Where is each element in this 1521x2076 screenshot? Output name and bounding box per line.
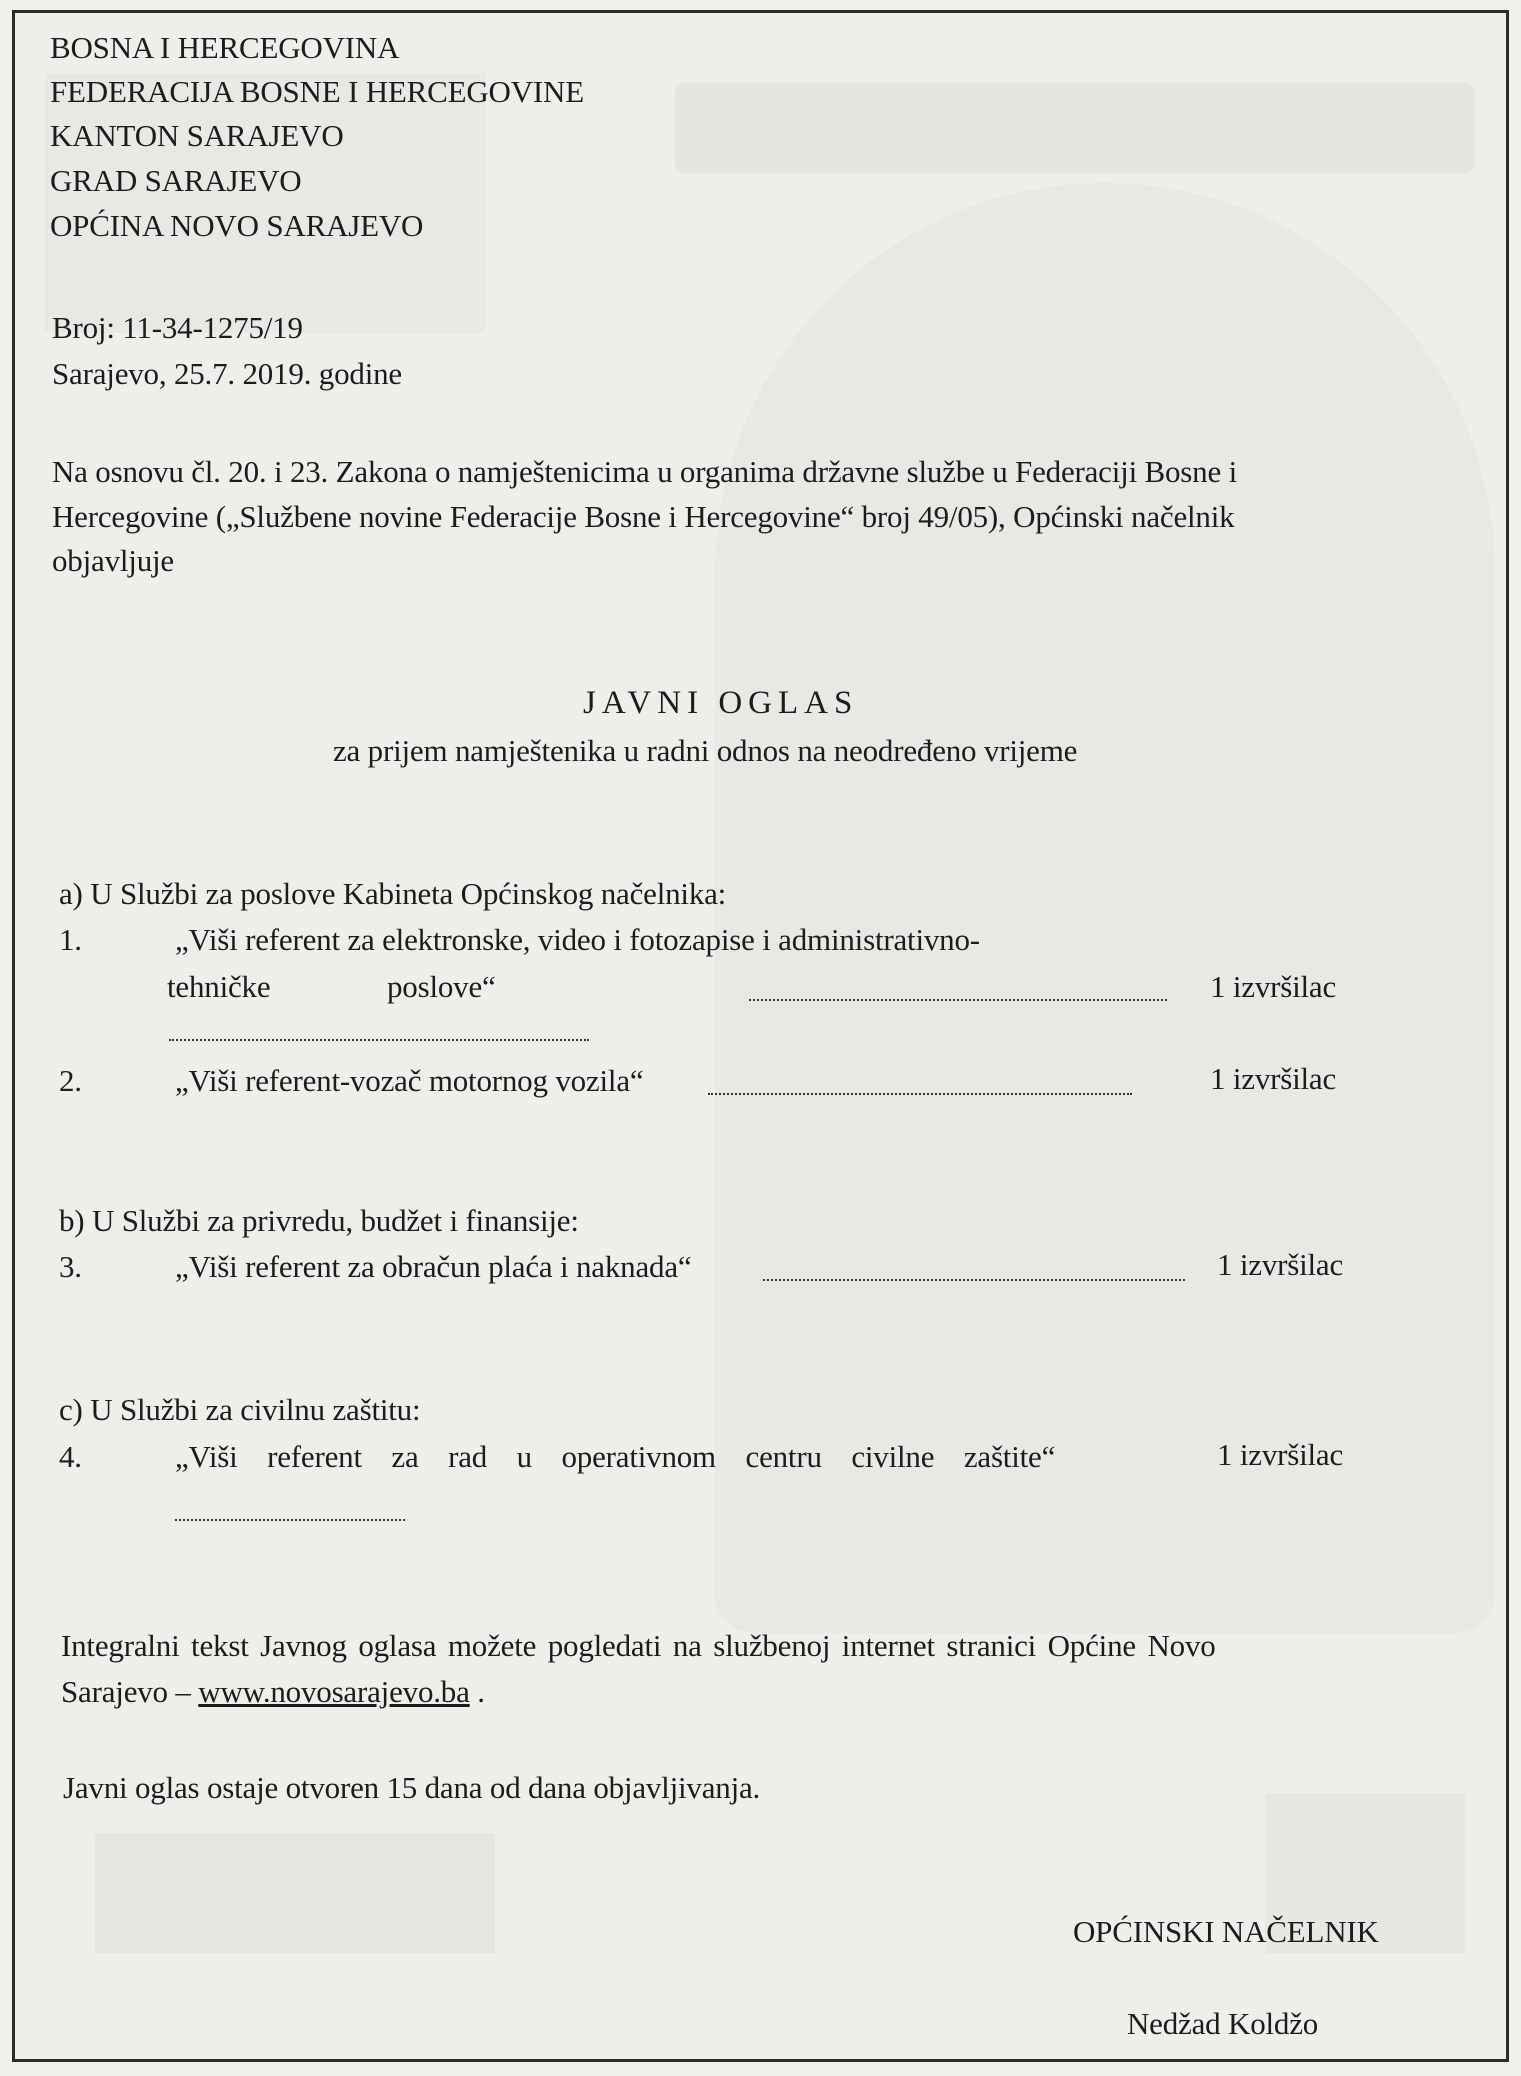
section-b-heading: b) U Službi za privredu, budžet i finansije:: [59, 1203, 579, 1238]
intro-line-1: Na osnovu čl. 20. i 23. Zakona o namještenicima u organima državne službe u Federaciji Bosne i: [52, 454, 1237, 489]
dotted-leader: [708, 1093, 1132, 1095]
item-title: „Viši referent-vozač motornog vozila“: [175, 1063, 644, 1098]
header-line-municipality: OPĆINA NOVO SARAJEVO: [50, 208, 424, 243]
item-title-line-1: „Viši referent za elektronske, video i fotozapise i administrativno-: [175, 922, 980, 957]
bleed-through-shape: [95, 1833, 495, 1953]
item-count: 1 izvršilac: [1217, 1247, 1344, 1282]
section-c-heading: c) U Službi za civilnu zaštitu:: [59, 1392, 421, 1427]
signature-role: OPĆINSKI NAČELNIK: [1073, 1914, 1379, 1949]
section-a-heading: a) U Službi za poslove Kabineta Općinskog načelnika:: [59, 876, 727, 911]
item-count: 1 izvršilac: [1217, 1437, 1344, 1472]
item-title: „Viši referent za obračun plaća i naknada“: [175, 1249, 692, 1284]
intro-line-2: Hercegovine („Službene novine Federacije Bosne i Hercegovine“ broj 49/05), Općinski načelnik: [52, 499, 1235, 534]
item-title-line-2b: poslove“: [387, 969, 496, 1004]
item-title: „Viši referent za rad u operativnom centru civilne zaštite“: [175, 1439, 1056, 1474]
footer-line-2: [61, 1671, 485, 1712]
item-count: 1 izvršilac: [1210, 1061, 1337, 1096]
footer-line-2-prefix: Sarajevo –: [61, 1674, 199, 1709]
reference-date: Sarajevo, 25.7. 2019. godine: [52, 356, 402, 391]
reference-number: Broj: 11-34-1275/19: [52, 310, 303, 345]
header-line-city: GRAD SARAJEVO: [50, 163, 302, 198]
bleed-through-shape: [45, 73, 485, 333]
dotted-leader: [749, 999, 1167, 1001]
intro-line-3: objavljuje: [52, 543, 174, 578]
item-number: 1.: [59, 922, 82, 957]
bleed-through-shape: [715, 183, 1495, 1633]
website-link[interactable]: www.novosarajevo.ba: [198, 1674, 470, 1709]
bleed-through-shape: [675, 83, 1475, 173]
notice-subtitle: za prijem namještenika u radni odnos na neodređeno vrijeme: [333, 733, 1078, 768]
notice-title: JAVNI OGLAS: [583, 685, 859, 721]
item-number: 2.: [59, 1063, 82, 1098]
header-line-federation: FEDERACIJA BOSNE I HERCEGOVINE: [50, 74, 584, 109]
header-line-country: BOSNA I HERCEGOVINA: [50, 30, 400, 65]
item-number: 4.: [59, 1439, 82, 1474]
dotted-leader: [175, 1519, 405, 1521]
dotted-leader: [169, 1039, 589, 1041]
item-count: 1 izvršilac: [1210, 969, 1337, 1004]
dotted-leader: [763, 1279, 1185, 1281]
item-title-line-2a: tehničke: [167, 969, 271, 1004]
notice-frame: [12, 10, 1509, 2062]
open-period-text: Javni oglas ostaje otvoren 15 dana od dana objavljivanja.: [63, 1770, 761, 1805]
header-line-canton: KANTON SARAJEVO: [50, 118, 344, 153]
footer-line-2-suffix: .: [469, 1674, 485, 1709]
footer-line-1: Integralni tekst Javnog oglasa možete pogledati na službenoj internet stranici Općine Novo: [61, 1628, 1216, 1663]
signature-name: Nedžad Koldžo: [1127, 2006, 1319, 2041]
item-number: 3.: [59, 1249, 82, 1284]
